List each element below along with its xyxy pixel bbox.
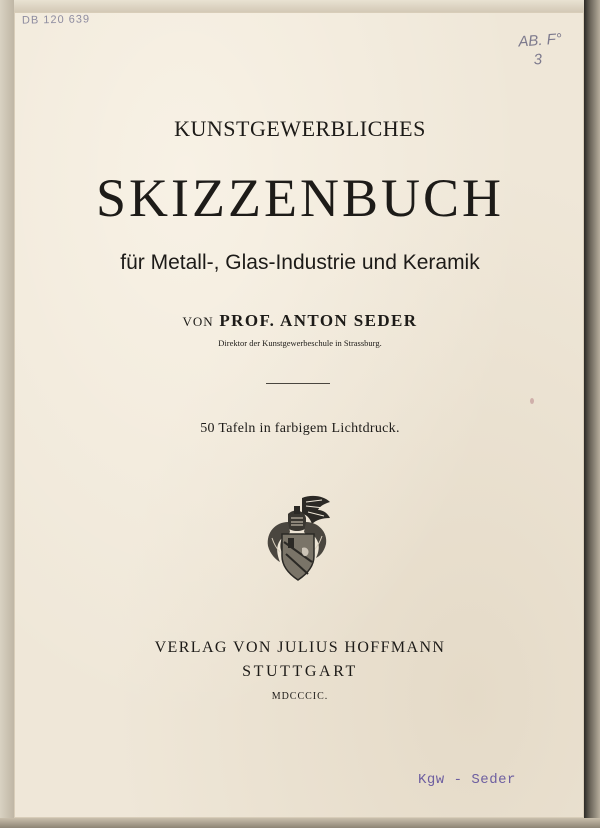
library-stamp: Kgw - Seder <box>418 772 516 788</box>
author-line <box>0 311 600 331</box>
pencil-annotation-line2: 3 <box>533 50 543 69</box>
author-role: Direktor der Kunstgewerbeschule in Strassburg. <box>218 338 382 348</box>
pencil-annotation-line1: AB. F° <box>517 30 563 51</box>
main-title: SKIZZENBUCH <box>96 168 504 228</box>
pencil-annotation <box>518 30 564 71</box>
divider-rule <box>266 383 330 384</box>
title-line: KUNSTGEWERBLICHES <box>174 116 426 141</box>
paper-stain <box>530 398 534 404</box>
plates-note: 50 Tafeln in farbigem Lichtdruck. <box>200 421 400 436</box>
subtitle: für Metall-, Glas-Industrie und Keramik <box>120 251 480 274</box>
author-prefix: VON <box>182 314 214 329</box>
publisher: VERLAG VON JULIUS HOFFMANN <box>154 639 446 656</box>
author-name: PROF. ANTON SEDER <box>219 311 418 330</box>
heraldic-coat-of-arms-icon <box>258 492 338 584</box>
scan-edge-bottom <box>0 818 600 828</box>
publication-year: MDCCCIC. <box>271 691 329 702</box>
publication-city: STUTTGART <box>242 663 358 680</box>
scan-edge-top <box>0 0 600 12</box>
shelfmark-annotation: DB 120 639 <box>21 13 91 27</box>
